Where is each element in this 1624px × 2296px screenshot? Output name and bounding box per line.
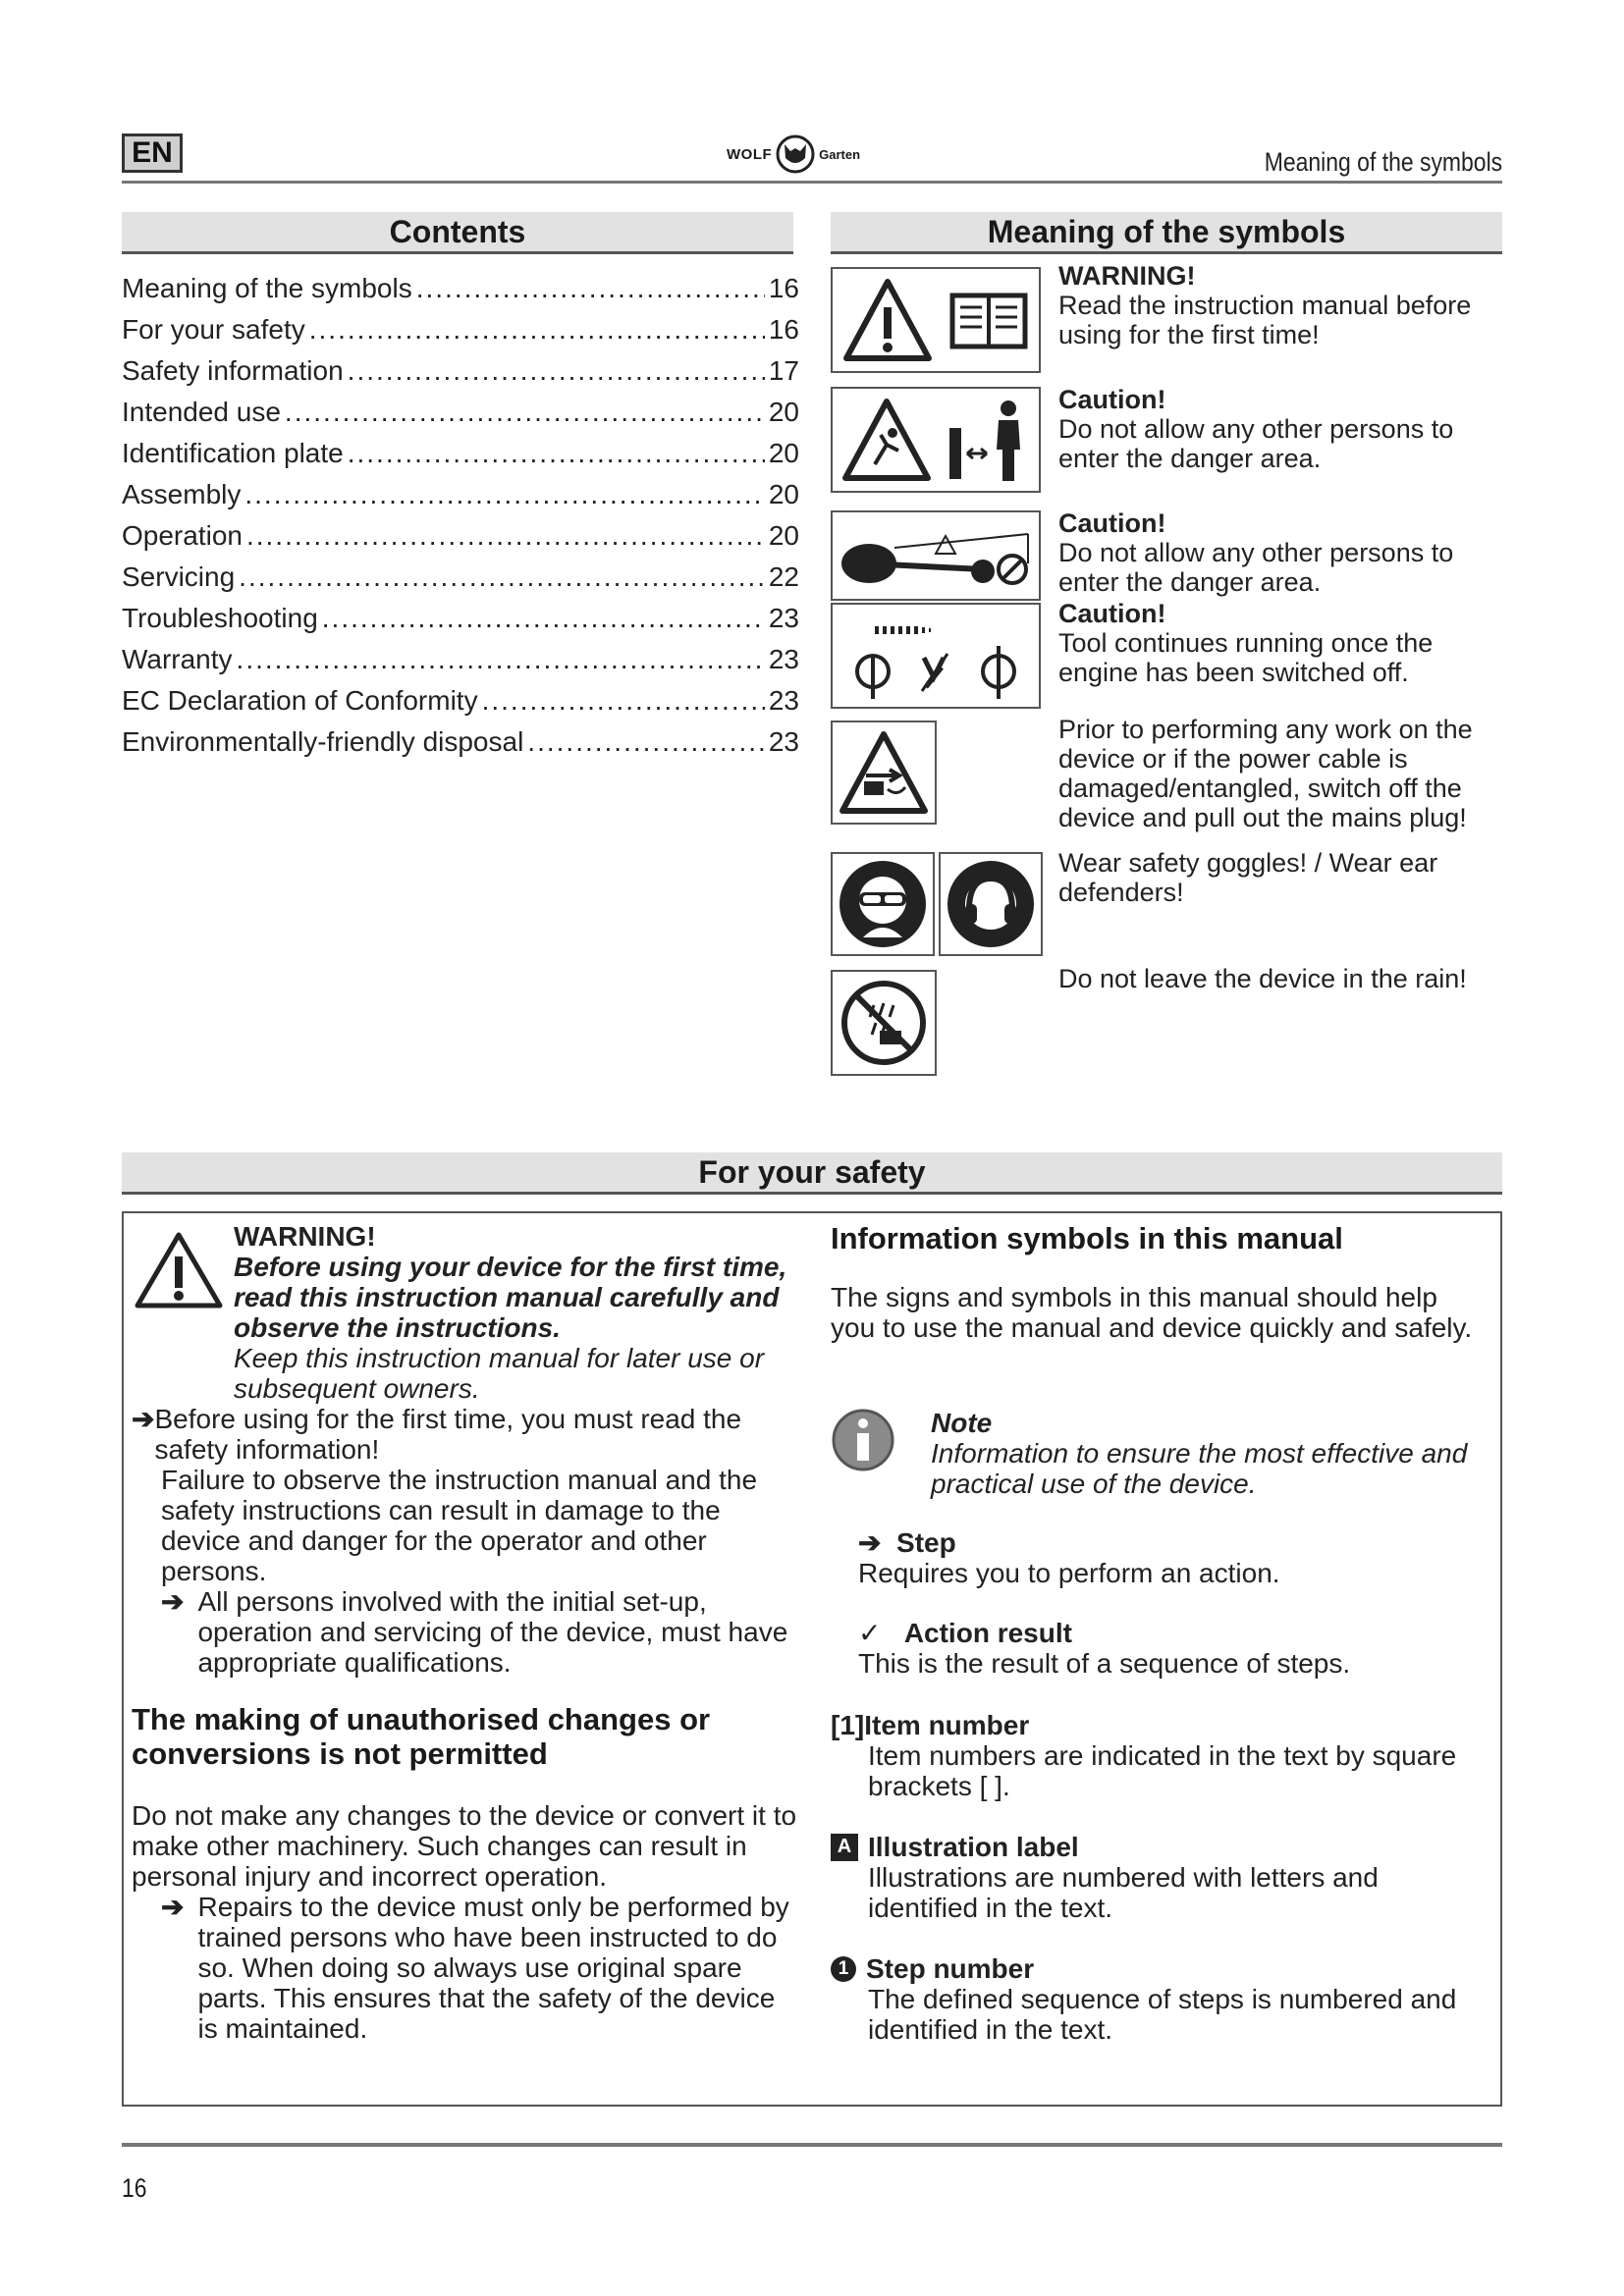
toc-entry-label: For your safety: [122, 314, 305, 345]
symbol-text-4: [1058, 599, 1490, 687]
footer-divider: [122, 2143, 1502, 2147]
step-number-title: Step number: [866, 1953, 1035, 1984]
toc-entry-label: EC Declaration of Conformity: [122, 685, 478, 716]
arrow-right-icon: ➔: [858, 1527, 882, 1558]
running-header-title: Meaning of the symbols: [1264, 147, 1502, 177]
symbol-head: WARNING!: [1058, 261, 1196, 291]
book-icon: [947, 286, 1031, 354]
ear-defenders-icon: [944, 857, 1038, 951]
toc-entry-page: 22: [768, 561, 799, 592]
toc-entry-page: 23: [768, 644, 799, 674]
arrow-text: Before using for the first time, you must read the safety information!: [154, 1404, 742, 1465]
toc-entry-label: Warranty: [122, 644, 233, 674]
result-title: Action result: [903, 1618, 1072, 1648]
symbol-ear-defenders: [939, 852, 1043, 956]
symbol-text-1: [1058, 261, 1490, 349]
toc-leader-dots: [322, 603, 765, 634]
toc-entry: [122, 603, 799, 644]
illustration-title: Illustration label: [868, 1832, 1079, 1862]
toc-entry: [122, 726, 799, 768]
step-number-badge: 1: [831, 1956, 856, 1982]
toc-entry-page: 17: [768, 355, 799, 386]
logo-garten-text: Garten: [819, 146, 861, 162]
toc-leader-dots: [237, 644, 765, 675]
toc-entry-page: 23: [768, 685, 799, 716]
toc-leader-dots: [348, 438, 765, 469]
toc-leader-dots: [309, 314, 765, 346]
symbol-description: Prior to performing any work on the device or if the power cable is damaged/entangled, switch off the device and pull out the mains plug!: [1058, 715, 1473, 832]
step-block: [858, 1527, 1487, 1588]
illustration-text: Illustrations are numbered with letters and identified in the text.: [868, 1862, 1379, 1923]
symbol-head: Caution!: [1058, 508, 1166, 538]
toc-entry: [122, 438, 799, 479]
arrow-text: All persons involved with the initial set-up, operation and servicing of the device, must have appropriate qualifications.: [197, 1586, 788, 1678]
symbol-text-2: [1058, 385, 1490, 473]
note-block: [931, 1408, 1500, 1499]
info-heading: Information symbols in this manual: [831, 1221, 1343, 1255]
changes-block: [132, 1800, 799, 2044]
toc-entry-label: Safety information: [122, 355, 344, 386]
toc-entry-page: 20: [768, 479, 799, 509]
step-title: Step: [896, 1527, 956, 1558]
language-badge: EN: [122, 133, 183, 173]
toc-entry-label: Environmentally-friendly disposal: [122, 726, 524, 757]
warning-triangle-icon: [134, 1231, 224, 1309]
symbol-head: Caution!: [1058, 599, 1166, 628]
logo-wolf-text: WOLF: [727, 145, 773, 163]
distance-person-icon: [944, 395, 1032, 485]
arrow-right-icon: ➔: [161, 1586, 185, 1617]
toc-entry: [122, 355, 799, 397]
symbol-keep-distance: [831, 387, 1041, 493]
result-block: [858, 1618, 1487, 1679]
step-text: Requires you to perform an action.: [858, 1558, 1280, 1588]
page-number: 16: [122, 2173, 147, 2203]
symbol-head: Caution!: [1058, 385, 1166, 414]
contents-heading: Contents: [122, 212, 793, 254]
arrow-item-1: [132, 1404, 799, 1678]
symbol-warning-manual: [831, 267, 1041, 373]
toc-entry-label: Identification plate: [122, 438, 344, 468]
toc-entry-label: Assembly: [122, 479, 242, 509]
toc-entry-page: 20: [768, 438, 799, 468]
symbol-unplug: [831, 721, 937, 825]
illustration-label-block: [831, 1832, 1489, 1923]
toc-leader-dots: [246, 520, 765, 552]
step-number-block: [831, 1953, 1489, 2045]
toc-entry: [122, 644, 799, 685]
no-rain-icon: [839, 978, 929, 1068]
trimmer-danger-zone-icon: [836, 514, 1036, 597]
symbol-description: Wear safety goggles! / Wear ear defenders!: [1058, 848, 1438, 907]
toc-entry-label: Meaning of the symbols: [122, 273, 412, 303]
safety-goggles-icon: [836, 857, 930, 951]
toc-entry-page: 20: [768, 397, 799, 427]
toc-leader-dots: [527, 726, 765, 758]
flying-objects-warning-icon: [839, 396, 934, 484]
toc-entry: [122, 561, 799, 603]
symbol-description: Read the instruction manual before using for the first time!: [1058, 291, 1472, 349]
toc-entry: [122, 479, 799, 520]
result-text: This is the result of a sequence of steps.: [858, 1648, 1351, 1679]
toc-entry-label: Troubleshooting: [122, 603, 318, 633]
warning-triangle-icon: [840, 276, 935, 364]
arrow-text: Repairs to the device must only be performed by trained persons who have been instructed to do so. When doing so always use original spare parts. This ensures that the safety of the device is maintained.: [197, 1892, 789, 2044]
safety-heading: For your safety: [122, 1152, 1502, 1195]
toc-entry-label: Servicing: [122, 561, 236, 592]
unplug-warning-icon: [837, 728, 931, 817]
symbol-danger-zone: [831, 510, 1041, 601]
changes-heading: The making of unauthorised changes or conversions is not permitted: [132, 1702, 711, 1771]
item-number-block: [831, 1710, 1489, 1801]
item-number-title: [1]Item number: [831, 1710, 1030, 1740]
step-number-text: The defined sequence of steps is numbered and identified in the text.: [868, 1984, 1457, 2045]
illustration-badge: A: [831, 1834, 858, 1861]
tool-rundown-icon: [836, 607, 1036, 705]
warning-title: WARNING!: [234, 1221, 376, 1252]
toc-entry-page: 23: [768, 603, 799, 633]
symbol-text-6: [1058, 848, 1490, 907]
toc-leader-dots: [482, 685, 765, 717]
symbol-goggles: [831, 852, 935, 956]
toc-entry-page: 16: [768, 314, 799, 345]
warning-italic-text: Keep this instruction manual for later use or subsequent owners.: [234, 1343, 765, 1404]
note-text: Information to ensure the most effective and practical use of the device.: [931, 1438, 1468, 1499]
toc-entry: [122, 520, 799, 561]
toc-entry: [122, 397, 799, 438]
toc-entry-label: Intended use: [122, 397, 281, 427]
toc-entry-page: 23: [768, 726, 799, 757]
symbol-description: Tool continues running once the engine has been switched off.: [1058, 628, 1434, 687]
symbol-text-5: [1058, 715, 1490, 832]
toc-entry-page: 20: [768, 520, 799, 551]
symbol-no-rain: [831, 970, 937, 1076]
symbol-text-7: [1058, 964, 1490, 993]
failure-paragraph: Failure to observe the instruction manual and the safety instructions can result in damage to the device and danger for the operator and other persons.: [161, 1465, 758, 1586]
item-number-text: Item numbers are indicated in the text by square brackets [ ].: [868, 1740, 1457, 1801]
warning-block: [234, 1221, 798, 1404]
toc-entry: [122, 685, 799, 726]
symbol-description: Do not allow any other persons to enter the danger area.: [1058, 414, 1454, 473]
info-icon: [831, 1408, 895, 1472]
note-title: Note: [931, 1408, 993, 1438]
toc-leader-dots: [244, 479, 764, 510]
table-of-contents: [122, 273, 799, 768]
toc-leader-dots: [348, 355, 765, 387]
symbol-description: Do not allow any other persons to enter the danger area.: [1058, 538, 1454, 597]
toc-entry-page: 16: [768, 273, 799, 303]
toc-leader-dots: [416, 273, 765, 304]
checkmark-icon: ✓: [858, 1618, 882, 1648]
wolf-head-icon: [776, 134, 815, 174]
arrow-right-icon: ➔: [132, 1404, 155, 1434]
arrow-right-icon: ➔: [161, 1892, 185, 1922]
symbol-tool-rundown: [831, 603, 1041, 709]
changes-text: Do not make any changes to the device or convert it to make other machinery. Such changes can result in personal injury and incorrect operation.: [132, 1800, 797, 1892]
symbols-heading: Meaning of the symbols: [831, 212, 1502, 254]
symbol-description: Do not leave the device in the rain!: [1058, 964, 1467, 993]
toc-leader-dots: [239, 561, 765, 593]
toc-leader-dots: [285, 397, 765, 428]
symbol-text-3: [1058, 508, 1490, 597]
header-divider: [122, 181, 1502, 184]
toc-entry: [122, 314, 799, 355]
toc-entry-label: Operation: [122, 520, 243, 551]
warning-bold-text: Before using your device for the first time, read this instruction manual carefully and observe the instructions.: [234, 1252, 787, 1343]
info-intro: The signs and symbols in this manual should help you to use the manual and device quickly and safely.: [831, 1282, 1473, 1343]
brand-logo: [727, 132, 860, 177]
toc-entry: [122, 273, 799, 314]
